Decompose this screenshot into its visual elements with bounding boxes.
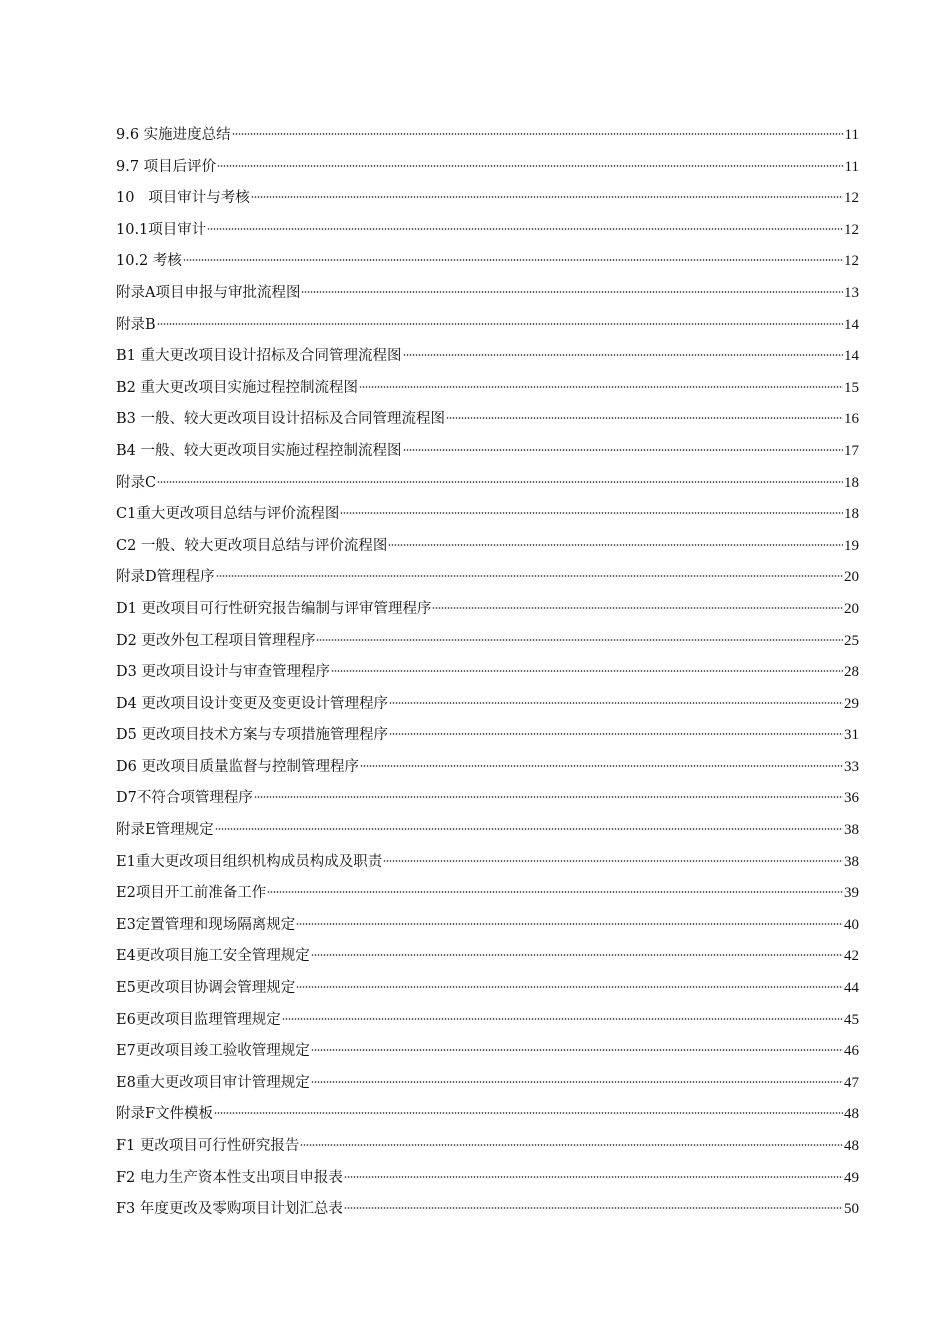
toc-entry[interactable] [116,1103,859,1135]
toc-dot-leader [296,986,843,988]
toc-entry-title: 9.6 实施进度总结 [116,127,231,143]
toc-dot-leader [311,1049,843,1051]
toc-dot-leader [403,449,844,451]
toc-entry[interactable] [116,187,859,219]
toc-entry-page-number: 19 [844,537,859,554]
toc-entry-title: 10 项目审计与考核 [116,190,250,207]
toc-entry[interactable] [116,124,859,156]
toc-entry[interactable] [116,345,859,377]
toc-dot-leader [446,417,843,419]
toc-entry-title: D3 更改项目设计与审查管理程序 [116,664,330,681]
toc-dot-leader [316,639,843,641]
toc-entry[interactable] [116,787,859,819]
toc-entry-title: B3 一般、较大更改项目设计招标及合同管理流程图 [116,411,445,428]
toc-entry-page-number: 25 [844,632,859,649]
toc-entry-page-number: 33 [844,758,859,775]
toc-entry-title: F1 更改项目可行性研究报告 [116,1138,300,1154]
toc-entry-page-number: 12 [844,190,859,207]
toc-entry-page-number: 45 [844,1011,859,1028]
toc-entry-title: D4 更改项目设计变更及变更设计管理程序 [116,695,388,712]
toc-entry-page-number: 17 [844,442,859,459]
toc-entry[interactable] [116,566,859,598]
toc-dot-leader [157,323,843,325]
toc-dot-leader [389,702,843,704]
toc-entry[interactable] [116,914,859,946]
toc-entry[interactable] [116,219,859,251]
toc-entry-title: D2 更改外包工程项目管理程序 [116,632,316,649]
toc-entry-title: E2项目开工前准备工作 [116,885,267,902]
toc-entry[interactable] [116,693,859,725]
toc-entry[interactable] [116,756,859,788]
toc-entry-title: D1 更改项目可行性研究报告编制与评审管理程序 [116,600,432,617]
toc-dot-leader [267,891,843,893]
toc-entry-title: E3定置管理和现场隔离规定 [116,916,296,933]
toc-entry[interactable] [116,1135,859,1167]
toc-dot-leader [207,228,843,230]
toc-entry-title: 附录A项目申报与审批流程图 [116,284,301,301]
toc-entry-page-number: 11 [844,158,859,175]
toc-dot-leader [183,259,843,261]
toc-entry[interactable] [116,1009,859,1041]
toc-entry[interactable] [116,1198,859,1230]
table-of-contents [116,124,859,1230]
toc-dot-leader [360,765,843,767]
toc-entry-title: D6 更改项目质量监督与控制管理程序 [116,758,359,775]
toc-dot-leader [432,607,843,609]
toc-entry[interactable] [116,377,859,409]
toc-entry[interactable] [116,945,859,977]
toc-entry-page-number: 18 [844,474,859,491]
toc-entry-page-number: 44 [844,980,859,997]
toc-dot-leader [389,733,843,735]
toc-entry[interactable] [116,314,859,346]
toc-entry-title: E5更改项目协调会管理规定 [116,980,296,997]
toc-entry-title: 10.1项目审计 [116,221,207,238]
toc-entry[interactable] [116,250,859,282]
toc-dot-leader [301,291,843,293]
toc-entry-title: F3 年度更改及零购项目计划汇总表 [116,1201,343,1218]
toc-entry-page-number: 12 [844,221,859,238]
toc-entry-page-number: 15 [844,379,859,396]
toc-entry[interactable] [116,977,859,1009]
toc-dot-leader [251,196,843,198]
toc-dot-leader [300,1144,843,1146]
toc-dot-leader [214,1112,843,1114]
toc-entry[interactable] [116,282,859,314]
toc-entry-page-number: 46 [844,1043,859,1060]
toc-entry-title: C1重大更改项目总结与评价流程图 [116,506,340,523]
toc-entry-page-number: 49 [844,1169,859,1186]
toc-entry-title: E6更改项目监理管理规定 [116,1011,281,1028]
toc-entry[interactable] [116,724,859,756]
toc-entry[interactable] [116,503,859,535]
toc-entry-page-number: 14 [844,348,859,365]
toc-entry-page-number: 20 [844,569,859,586]
toc-entry[interactable] [116,472,859,504]
toc-entry-title: 10.2 考核 [116,253,182,270]
toc-entry-page-number: 14 [844,316,859,333]
toc-entry[interactable] [116,440,859,472]
toc-entry[interactable] [116,1167,859,1199]
toc-entry-page-number: 36 [844,790,859,807]
toc-dot-leader [331,670,843,672]
toc-entry-title: 9.7 项目后评价 [116,158,217,175]
toc-entry[interactable] [116,661,859,693]
toc-entry-title: E4更改项目施工安全管理规定 [116,948,310,965]
toc-dot-leader [296,923,843,925]
toc-dot-leader [344,1176,843,1178]
toc-entry-page-number: 40 [844,916,859,933]
toc-dot-leader [344,1207,843,1209]
toc-dot-leader [282,1018,843,1020]
toc-entry[interactable] [116,598,859,630]
toc-dot-leader [388,544,843,546]
toc-entry[interactable] [116,630,859,662]
toc-entry-title: F2 电力生产资本性支出项目申报表 [116,1169,343,1186]
toc-entry[interactable] [116,882,859,914]
toc-entry-title: 附录E管理规定 [116,822,214,839]
toc-entry[interactable] [116,819,859,851]
toc-entry-page-number: 11 [844,127,859,143]
toc-dot-leader [383,860,843,862]
toc-entry-title: B2 重大更改项目实施过程控制流程图 [116,379,358,396]
toc-dot-leader [217,165,843,167]
toc-entry-title: E1重大更改项目组织机构成员构成及职责 [116,853,383,870]
toc-entry-page-number: 12 [844,253,859,270]
toc-dot-leader [232,133,844,135]
toc-entry-page-number: 31 [844,727,859,744]
toc-entry-title: D7不符合项管理程序 [116,790,253,807]
toc-entry-page-number: 28 [844,664,859,681]
toc-entry-title: C2 一般、较大更改项目总结与评价流程图 [116,537,388,554]
toc-entry-title: E7更改项目竣工验收管理规定 [116,1043,310,1060]
toc-entry-page-number: 50 [844,1201,859,1218]
toc-dot-leader [340,512,843,514]
toc-entry-page-number: 42 [844,948,859,965]
toc-entry-page-number: 20 [844,600,859,617]
toc-entry-page-number: 47 [844,1074,859,1091]
toc-entry-page-number: 29 [844,695,859,712]
toc-entry[interactable] [116,408,859,440]
toc-dot-leader [311,1081,843,1083]
toc-entry[interactable] [116,156,859,188]
toc-entry-page-number: 48 [844,1138,859,1154]
toc-entry-page-number: 16 [844,411,859,428]
toc-entry[interactable] [116,535,859,567]
toc-entry-page-number: 13 [844,284,859,301]
toc-entry-page-number: 38 [844,822,859,839]
toc-entry-title: E8重大更改项目审计管理规定 [116,1074,310,1091]
toc-dot-leader [157,481,843,483]
toc-entry-title: 附录B [116,316,156,333]
toc-entry-title: 附录C [116,474,157,491]
toc-entry-title: B1 重大更改项目设计招标及合同管理流程图 [116,348,402,365]
toc-dot-leader [254,796,843,798]
toc-dot-leader [403,354,844,356]
toc-dot-leader [216,575,843,577]
toc-entry-title: D5 更改项目技术方案与专项措施管理程序 [116,727,388,744]
toc-entry-page-number: 39 [844,885,859,902]
toc-entry-page-number: 18 [844,506,859,523]
toc-entry-title: B4 一般、较大更改项目实施过程控制流程图 [116,442,402,459]
toc-entry-title: 附录F文件模板 [116,1106,214,1123]
toc-dot-leader [215,828,843,830]
toc-dot-leader [311,954,843,956]
toc-entry-page-number: 38 [844,853,859,870]
toc-entry-title: 附录D管理程序 [116,569,215,586]
toc-entry[interactable] [116,851,859,883]
toc-entry-page-number: 48 [844,1106,859,1123]
toc-entry[interactable] [116,1072,859,1104]
toc-dot-leader [359,386,843,388]
toc-entry[interactable] [116,1040,859,1072]
